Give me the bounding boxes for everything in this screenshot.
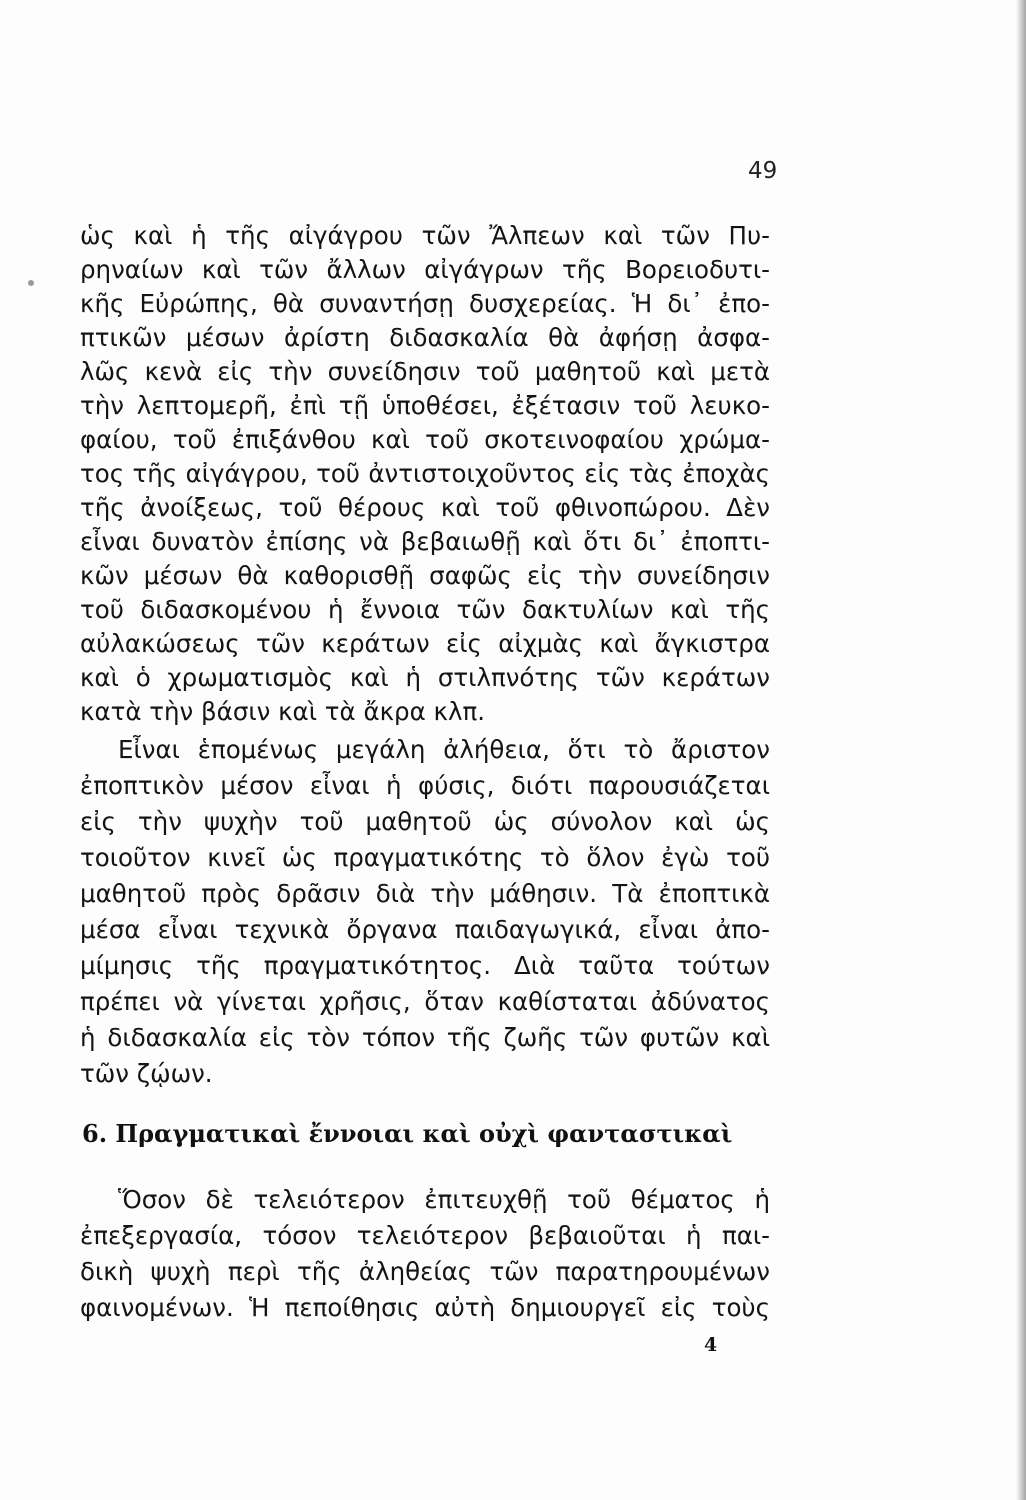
paragraph1-line: αὐλακώσεως τῶν κεράτων εἰς αἰχμὰς καὶ ἄγκιστρα: [80, 629, 770, 658]
paragraph3-line: ἐπεξεργασία, τόσον τελειότερον βεβαιοῦται ἡ παι-: [80, 1221, 770, 1250]
paragraph1-line: φαίου, τοῦ ἐπιξάνθου καὶ τοῦ σκοτεινοφαίου χρώμα-: [80, 425, 770, 454]
paragraph1-line: ὡς καὶ ἡ τῆς αἰγάγρου τῶν Ἄλπεων καὶ τῶν Πυ-: [80, 221, 770, 250]
paragraph1-line: τὴν λεπτομερῆ, ἐπὶ τῇ ὑποθέσει, ἐξέτασιν τοῦ λευκο-: [80, 391, 770, 420]
paragraph2-line: τῶν ζῴων.: [80, 1059, 213, 1088]
paragraph1-line: κῆς Εὐρώπης, θὰ συναντήσῃ δυσχερείας. Ἡ δι᾿ ἐπο-: [80, 289, 770, 318]
paragraph3-line: δικὴ ψυχὴ περὶ τῆς ἀληθείας τῶν παρατηρουμένων: [80, 1257, 770, 1286]
paragraph2-line: μαθητοῦ πρὸς δρᾶσιν διὰ τὴν μάθησιν. Τὰ ἐποπτικὰ: [80, 879, 770, 908]
paragraph2-line: τοιοῦτον κινεῖ ὡς πραγματικότης τὸ ὅλον ἐγὼ τοῦ: [80, 843, 770, 872]
paragraph2-line: μίμησις τῆς πραγματικότητος. Διὰ ταῦτα τούτων: [80, 951, 770, 980]
paragraph1-line: τῆς ἀνοίξεως, τοῦ θέρους καὶ τοῦ φθινοπώρου. Δὲν: [80, 493, 770, 522]
paragraph3-line: φαινομένων. Ἡ πεποίθησις αὐτὴ δημιουργεῖ εἰς τοὺς: [80, 1293, 770, 1322]
page-number: 49: [748, 158, 778, 184]
paragraph2-line: μέσα εἶναι τεχνικὰ ὄργανα παιδαγωγικά, εἶναι ἀπο-: [80, 915, 770, 944]
paragraph2-line: Εἶναι ἑπομένως μεγάλη ἀλήθεια, ὅτι τὸ ἄριστον: [118, 735, 770, 764]
paragraph1-line: πτικῶν μέσων ἀρίστη διδασκαλία θὰ ἀφήσῃ ἀσφα-: [80, 323, 770, 352]
paragraph1-line: κατὰ τὴν βάσιν καὶ τὰ ἄκρα κλπ.: [80, 697, 486, 726]
paper-speck: [28, 280, 34, 286]
paragraph1-line: τοῦ διδασκομένου ἡ ἔννοια τῶν δακτυλίων καὶ τῆς: [80, 595, 770, 624]
paragraph1-line: λῶς κενὰ εἰς τὴν συνείδησιν τοῦ μαθητοῦ καὶ μετὰ: [80, 357, 770, 386]
paragraph2-line: ἡ διδασκαλία εἰς τὸν τόπον τῆς ζωῆς τῶν φυτῶν καὶ: [80, 1023, 770, 1052]
paragraph2-line: ἐποπτικὸν μέσον εἶναι ἡ φύσις, διότι παρουσιάζεται: [80, 771, 770, 800]
paragraph2-line: εἰς τὴν ψυχὴν τοῦ μαθητοῦ ὡς σύνολον καὶ ὡς: [80, 807, 770, 836]
paragraph1-line: κῶν μέσων θὰ καθορισθῇ σαφῶς εἰς τὴν συνείδησιν: [80, 561, 770, 590]
signature-mark: 4: [704, 1334, 718, 1356]
paragraph1-line: εἶναι δυνατὸν ἐπίσης νὰ βεβαιωθῇ καὶ ὅτι δι᾿ ἐποπτι-: [80, 527, 770, 556]
section-heading: 6. Πραγματικαὶ ἔννοιαι καὶ οὐχὶ φανταστικαὶ: [82, 1119, 733, 1148]
paragraph2-line: πρέπει νὰ γίνεται χρῆσις, ὅταν καθίσταται ἀδύνατος: [80, 987, 770, 1016]
paragraph3-line: Ὅσον δὲ τελειότερον ἐπιτευχθῇ τοῦ θέματος ἡ: [118, 1185, 770, 1214]
paragraph1-line: ρηναίων καὶ τῶν ἄλλων αἰγάγρων τῆς Βορειοδυτι-: [80, 255, 770, 284]
paragraph1-line: καὶ ὁ χρωματισμὸς καὶ ἡ στιλπνότης τῶν κεράτων: [80, 663, 770, 692]
binding-shadow: [1016, 0, 1026, 1500]
paragraph1-line: τος τῆς αἰγάγρου, τοῦ ἀντιστοιχοῦντος εἰς τὰς ἐποχὰς: [80, 459, 770, 488]
